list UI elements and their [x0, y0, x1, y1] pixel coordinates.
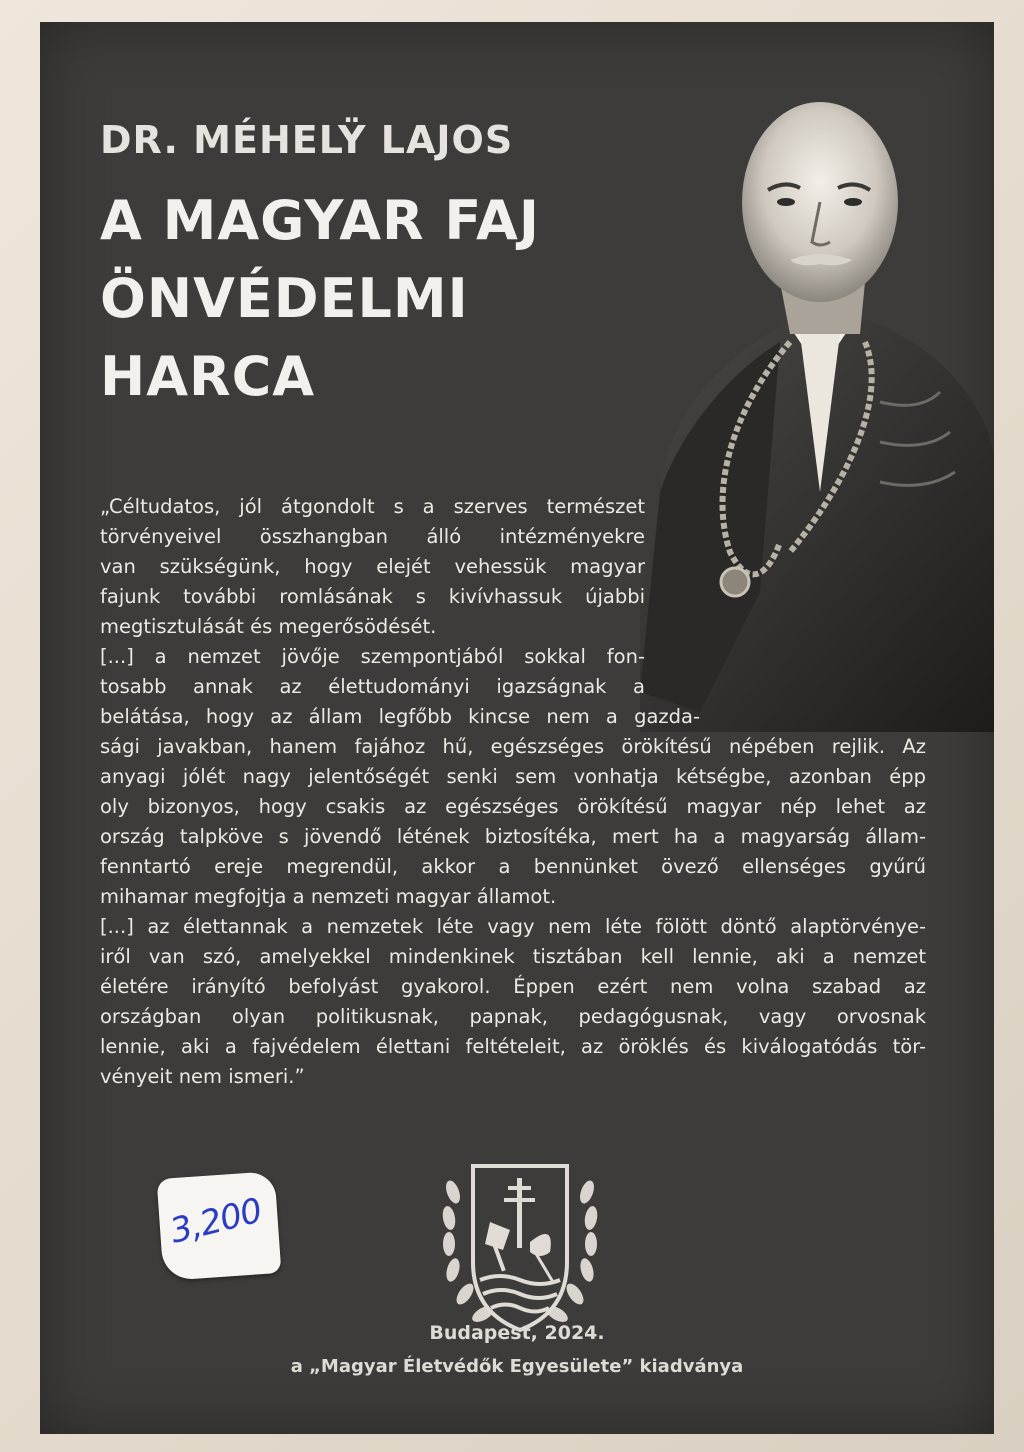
quote-line: belátása, hogy az állam legfőbb kincse nem a gazda-	[100, 705, 700, 728]
quote-line: országban olyan politikusnak, papnak, pedagógusnak, vagy orvosnak	[100, 1005, 926, 1028]
quote-line: van szükségünk, hogy elejét vehessük magyar	[100, 555, 645, 578]
quote-line: ország talpköve s jövendő létének biztosítéka, mert ha a magyarság állam-	[100, 825, 926, 848]
quote-line: [...] az élettannak a nemzetek léte vagy nem léte fölött döntő alaptörvénye-	[100, 915, 926, 938]
publication-place-year: Budapest, 2024.	[429, 1322, 605, 1344]
quote-line: életére irányító befolyást gyakorol. Éppen ezért nem volna szabad az	[100, 975, 926, 998]
quote-line: törvényeivel összhangban álló intézményekre	[100, 525, 645, 548]
quote-line: mihamar megfojtja a nemzeti magyar államot.	[100, 885, 557, 908]
quote-line: iről van szó, amelyekkel mindenkinek tisztában kell lennie, aki a nemzet	[100, 945, 926, 968]
shield-cross-laurel-emblem-icon	[435, 1152, 605, 1342]
quote-line: oly bizonyos, hogy csakis az egészséges örökítésű magyar nép lehet az	[100, 795, 926, 818]
publisher-line: a „Magyar Életvédők Egyesülete” kiadványa	[290, 1356, 744, 1377]
book-title	[100, 182, 640, 416]
quote-line: lennie, aki a fajvédelem élettani feltételeit, az öröklés és kiválogatódás tör-	[100, 1035, 926, 1058]
quote-line: sági javakban, hanem fajához hű, egészséges örökítésű népében rejlik. Az	[100, 735, 926, 758]
title-line: HARCA	[100, 345, 315, 408]
quote-text	[100, 492, 926, 1092]
quote-line: fenntartó ereje megrendül, akkor a bennünket övező ellenséges gyűrű	[100, 855, 926, 878]
quote-line: „Céltudatos, jól átgondolt s a szerves természet	[100, 495, 645, 518]
title-line: A MAGYAR FAJ	[100, 189, 540, 252]
price-sticker	[157, 1171, 282, 1281]
quote-line: megtisztulását és megerősödését.	[100, 615, 437, 638]
quote-line: tosabb annak az élettudományi igazságnak a	[100, 675, 645, 698]
quote-line: anyagi jólét nagy jelentőségét senki sem vonhatja kétségbe, azonban épp	[100, 765, 926, 788]
handwritten-price: 3,200	[166, 1190, 266, 1252]
quote-line: fajunk további romlásának s kivívhassuk újabbi	[100, 585, 645, 608]
quote-line: [...] a nemzet jövője szempontjából sokkal fon-	[100, 645, 645, 668]
title-line: ÖNVÉDELMI	[100, 267, 469, 330]
quote-line: vényeit nem ismeri.”	[100, 1065, 305, 1088]
author-name: DR. MÉHELŸ LAJOS	[100, 118, 514, 162]
